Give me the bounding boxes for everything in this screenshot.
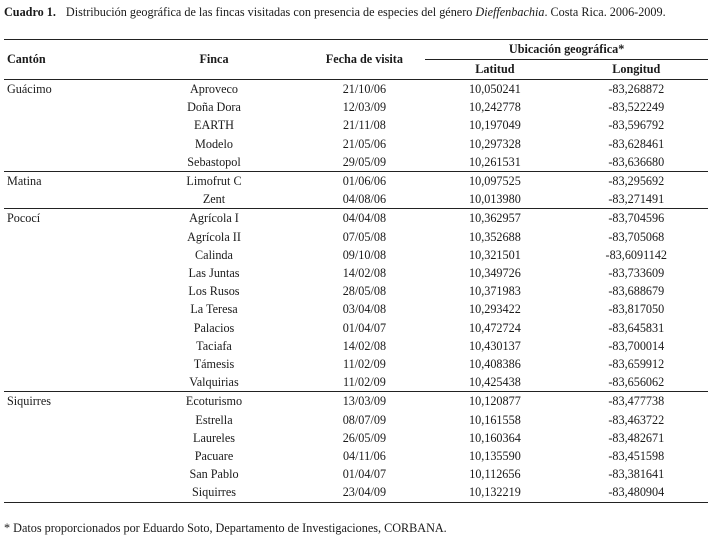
cell-latitud: 10,349726 <box>469 266 521 281</box>
cell-canton <box>4 190 124 209</box>
cell-latitud: 10,425438 <box>469 375 521 390</box>
cell-canton <box>4 337 124 355</box>
cell-canton <box>4 319 124 337</box>
table-row <box>4 392 708 411</box>
cell-canton <box>4 483 124 502</box>
cell-finca: Palacios <box>193 320 235 335</box>
cell-latitud: 10,472724 <box>469 320 521 335</box>
cell-longitud: -83,295692 <box>565 172 708 191</box>
cell-fecha: 11/02/09 <box>342 357 386 372</box>
cell-longitud: -83,451598 <box>608 449 665 464</box>
cell-finca: Siquirres <box>124 483 303 502</box>
cell-fecha: 01/04/07 <box>342 467 387 482</box>
cell-latitud: 10,160364 <box>469 430 521 445</box>
cell-canton: Matina <box>4 172 124 191</box>
cell-finca: Ecoturismo <box>124 392 303 411</box>
table-row <box>4 190 708 209</box>
cell-fecha: 03/04/08 <box>342 302 387 317</box>
table-caption <box>4 5 666 20</box>
cell-longitud: -83,522249 <box>608 100 665 115</box>
table-row <box>4 300 708 318</box>
cell-longitud: -83,688679 <box>608 284 665 299</box>
cell-canton <box>4 228 124 246</box>
header-latitud: Latitud <box>475 62 515 76</box>
cell-fecha: 04/08/06 <box>342 192 387 207</box>
cell-finca: Valquirias <box>189 375 239 390</box>
cell-finca: Pacuare <box>194 449 234 464</box>
cell-longitud: -83,477738 <box>565 392 708 411</box>
cell-finca: EARTH <box>194 118 234 133</box>
cell-finca: Sebastopol <box>187 154 241 169</box>
table-row <box>4 80 708 99</box>
cell-finca: Agrícola I <box>124 209 303 228</box>
cell-latitud: 10,371983 <box>469 284 521 299</box>
cell-fecha: 21/10/06 <box>304 80 426 99</box>
table-body <box>4 80 708 503</box>
table-row <box>4 355 708 373</box>
cell-fecha: 28/05/08 <box>342 284 387 299</box>
table-row <box>4 429 708 447</box>
cell-fecha: 21/05/06 <box>342 136 387 151</box>
cell-longitud: -83,6091142 <box>605 247 668 262</box>
cell-longitud: -83,636680 <box>608 154 665 169</box>
table-row <box>4 465 708 483</box>
cell-longitud: -83,271491 <box>608 192 665 207</box>
header-longitud: Longitud <box>612 62 661 76</box>
table-row <box>4 337 708 355</box>
cell-latitud: 10,293422 <box>469 302 521 317</box>
cell-fecha: 07/05/08 <box>342 229 387 244</box>
cell-longitud: -83,705068 <box>608 229 665 244</box>
cell-longitud: -83,645831 <box>608 320 665 335</box>
cell-finca: Las Juntas <box>188 266 240 281</box>
cell-latitud: 10,013980 <box>469 192 521 207</box>
cell-canton <box>4 355 124 373</box>
cell-latitud: 10,097525 <box>425 172 564 191</box>
header-fecha: Fecha de visita <box>304 40 426 80</box>
cell-latitud: 10,050241 <box>425 80 564 99</box>
header-canton: Cantón <box>4 40 124 80</box>
table-row <box>4 228 708 246</box>
cell-fecha: 01/06/06 <box>304 172 426 191</box>
table-row <box>4 172 708 191</box>
table-row <box>4 373 708 392</box>
caption-text-after: . Costa Rica. 2006-2009. <box>544 5 666 19</box>
cell-longitud: -83,817050 <box>608 302 665 317</box>
cell-longitud: -83,463722 <box>608 412 665 427</box>
cell-finca: San Pablo <box>189 467 239 482</box>
cell-finca: Modelo <box>195 136 233 151</box>
cell-fecha: 26/05/09 <box>342 430 387 445</box>
cell-latitud: 10,352688 <box>469 229 521 244</box>
cell-fecha: 13/03/09 <box>304 392 426 411</box>
cell-latitud: 10,321501 <box>469 247 521 262</box>
cell-finca: Limofrut C <box>124 172 303 191</box>
cell-canton <box>4 300 124 318</box>
table-row <box>4 319 708 337</box>
table-row <box>4 153 708 172</box>
cell-latitud: 10,161558 <box>469 412 521 427</box>
cell-latitud: 10,362957 <box>425 209 564 228</box>
cell-fecha: 08/07/09 <box>342 412 387 427</box>
cell-latitud: 10,408386 <box>469 357 521 372</box>
cell-latitud: 10,112656 <box>469 467 521 482</box>
cell-longitud: -83,733609 <box>608 266 665 281</box>
table-row <box>4 209 708 228</box>
caption-genus: Dieffenbachia <box>475 5 545 19</box>
cell-fecha: 01/04/07 <box>342 320 387 335</box>
cell-canton: Pococí <box>4 209 124 228</box>
farms-table <box>4 39 708 503</box>
table-row <box>4 135 708 153</box>
header-ubicacion: Ubicación geográfica* <box>425 40 708 60</box>
cell-canton <box>4 98 124 116</box>
footnote: * Datos proporcionados por Eduardo Soto, Departamento de Investigaciones, CORBANA. <box>4 521 447 535</box>
cell-finca: Doña Dora <box>187 100 241 115</box>
cell-finca: Támesis <box>193 357 235 372</box>
cell-longitud: -83,480904 <box>565 483 708 502</box>
cell-latitud: 10,197049 <box>469 118 521 133</box>
cell-finca: La Teresa <box>190 302 238 317</box>
cell-finca: Aproveco <box>124 80 303 99</box>
cell-longitud: -83,482671 <box>608 430 665 445</box>
cell-finca: Agrícola II <box>187 229 241 244</box>
cell-latitud: 10,120877 <box>425 392 564 411</box>
cell-canton <box>4 282 124 300</box>
cell-canton <box>4 447 124 465</box>
cell-fecha: 21/11/08 <box>342 118 386 133</box>
cell-fecha: 23/04/09 <box>304 483 426 502</box>
cell-longitud: -83,656062 <box>608 375 665 390</box>
cell-canton <box>4 411 124 429</box>
cell-fecha: 09/10/08 <box>342 247 387 262</box>
cell-finca: Los Rusos <box>188 284 240 299</box>
cell-canton <box>4 135 124 153</box>
cell-finca: Zent <box>202 192 226 207</box>
table-row <box>4 116 708 134</box>
table-row <box>4 282 708 300</box>
cell-fecha: 04/11/06 <box>342 449 386 464</box>
table-row <box>4 264 708 282</box>
cell-canton: Guácimo <box>4 80 124 99</box>
cell-latitud: 10,261531 <box>469 154 521 169</box>
cell-finca: Laureles <box>193 430 235 445</box>
cell-longitud: -83,268872 <box>565 80 708 99</box>
cell-longitud: -83,381641 <box>608 467 665 482</box>
cell-canton <box>4 153 124 172</box>
caption-text-before: Distribución geográfica de las fincas visitadas con presencia de especies del género <box>65 5 476 19</box>
table-row <box>4 447 708 465</box>
cell-fecha: 14/02/08 <box>342 338 387 353</box>
cell-latitud: 10,132219 <box>425 483 564 502</box>
cell-fecha: 29/05/09 <box>342 154 387 169</box>
cell-latitud: 10,297328 <box>469 136 521 151</box>
cell-latitud: 10,135590 <box>469 449 521 464</box>
header-finca: Finca <box>124 40 303 80</box>
cell-canton <box>4 264 124 282</box>
cell-canton <box>4 116 124 134</box>
cell-finca: Taciafa <box>196 338 232 353</box>
cell-canton <box>4 246 124 264</box>
cell-fecha: 11/02/09 <box>342 375 386 390</box>
cell-longitud: -83,659912 <box>608 357 665 372</box>
cell-fecha: 14/02/08 <box>342 266 387 281</box>
table-row <box>4 246 708 264</box>
cell-longitud: -83,628461 <box>608 136 665 151</box>
cell-canton <box>4 465 124 483</box>
cell-finca: Calinda <box>195 247 233 262</box>
caption-label: Cuadro 1. <box>4 5 56 19</box>
cell-longitud: -83,596792 <box>608 118 665 133</box>
cell-finca: Estrella <box>195 412 233 427</box>
cell-longitud: -83,700014 <box>608 338 665 353</box>
table-row <box>4 98 708 116</box>
table-row <box>4 411 708 429</box>
cell-latitud: 10,242778 <box>469 100 521 115</box>
cell-fecha: 12/03/09 <box>342 100 387 115</box>
cell-longitud: -83,704596 <box>565 209 708 228</box>
cell-canton <box>4 429 124 447</box>
cell-latitud: 10,430137 <box>469 338 521 353</box>
header-row-1 <box>4 40 708 60</box>
cell-canton: Siquirres <box>4 392 124 411</box>
table-row <box>4 483 708 502</box>
cell-fecha: 04/04/08 <box>304 209 426 228</box>
cell-canton <box>4 373 124 392</box>
